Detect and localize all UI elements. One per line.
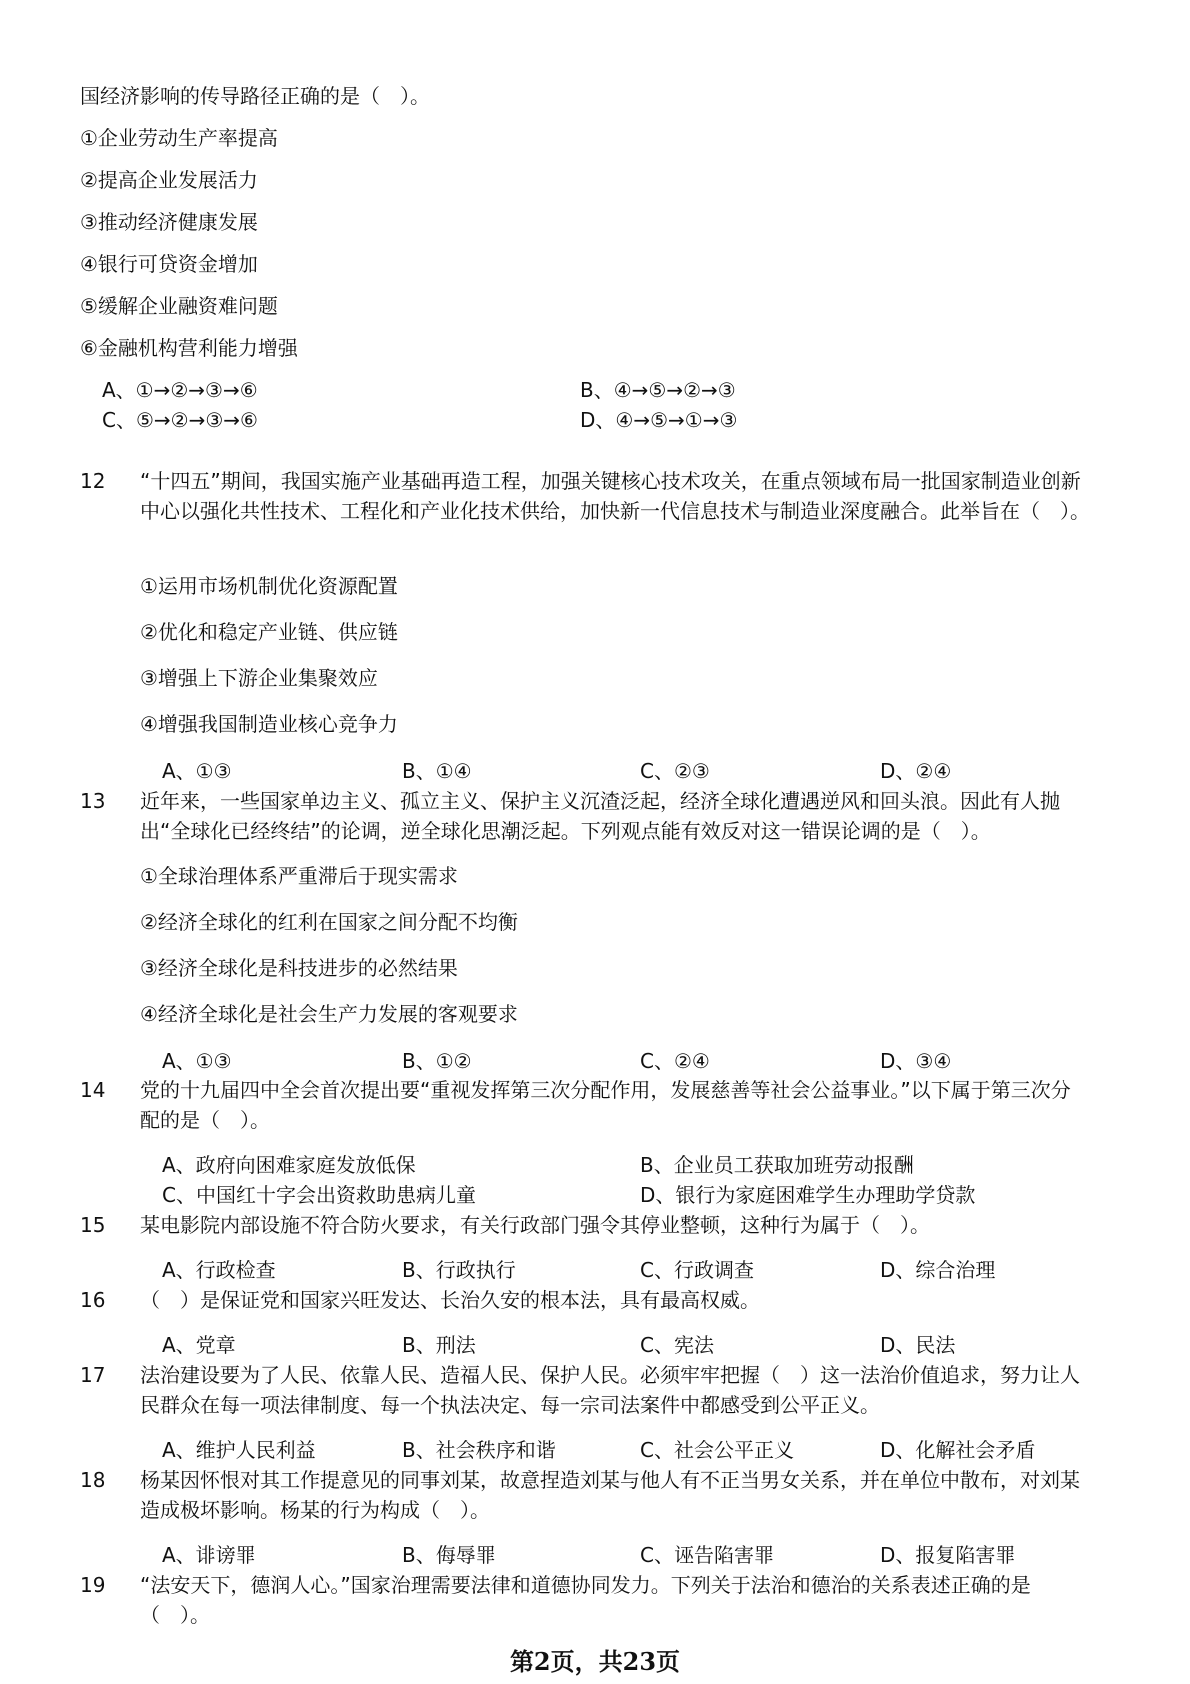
- q11-tail-text: 国经济影响的传导路径正确的是（ ）。: [80, 84, 430, 108]
- q12-option-a: A、①③: [162, 759, 232, 783]
- q11-option-d: D、④→⑤→①→③: [580, 408, 738, 432]
- q16-text: （ ）是保证党和国家兴旺发达、长治久安的根本法，具有最高权威。: [140, 1288, 760, 1312]
- q14-number: 14: [80, 1078, 106, 1102]
- q14-option-c: C、中国红十字会出资救助患病儿童: [162, 1183, 476, 1207]
- q17-option-a: A、维护人民利益: [162, 1438, 316, 1462]
- q12-statement-1: ①运用市场机制优化资源配置: [140, 574, 398, 598]
- q16-option-d: D、民法: [880, 1333, 956, 1357]
- q18-option-c: C、诬告陷害罪: [640, 1543, 774, 1567]
- q17-option-d: D、化解社会矛盾: [880, 1438, 1036, 1462]
- q12-statement-2: ②优化和稳定产业链、供应链: [140, 620, 398, 644]
- q15-option-b: B、行政执行: [402, 1258, 516, 1282]
- q13-option-a: A、①③: [162, 1049, 232, 1073]
- page-footer: 第2页，共23页: [509, 1647, 681, 1676]
- q19-number: 19: [80, 1573, 106, 1597]
- q11-statement-2: ②提高企业发展活力: [80, 168, 258, 192]
- q17-number: 17: [80, 1363, 106, 1387]
- q11-option-a: A、①→②→③→⑥: [102, 378, 258, 402]
- q15-text: 某电影院内部设施不符合防火要求，有关行政部门强令其停业整顿，这种行为属于（ ）。: [140, 1213, 930, 1237]
- q18-option-b: B、侮辱罪: [402, 1543, 496, 1567]
- q11-statement-4: ④银行可贷资金增加: [80, 252, 258, 276]
- q12-text: “十四五”期间，我国实施产业基础再造工程，加强关键核心技术攻关，在重点领域布局一批国家制造业创新中心以强化共性技术、工程化和产业化技术供给，加快新一代信息技术与制造业深度融合。此举旨在（ ）。: [140, 469, 1090, 523]
- q11-option-c: C、⑤→②→③→⑥: [102, 408, 258, 432]
- q15-option-d: D、综合治理: [880, 1258, 996, 1282]
- q13-option-c: C、②④: [640, 1049, 710, 1073]
- q18-option-a: A、诽谤罪: [162, 1543, 256, 1567]
- q11-statement-5: ⑤缓解企业融资难问题: [80, 294, 278, 318]
- q12-statement-4: ④增强我国制造业核心竞争力: [140, 712, 398, 736]
- q13-statement-1: ①全球治理体系严重滞后于现实需求: [140, 864, 458, 888]
- q13-text: 近年来，一些国家单边主义、孤立主义、保护主义沉渣泛起，经济全球化遭遇逆风和回头浪。因此有人抛出“全球化已经终结”的论调，逆全球化思潮泛起。下列观点能有效反对这一错误论调的是（ ）。: [140, 789, 1060, 843]
- q14-option-d: D、银行为家庭困难学生办理助学贷款: [640, 1183, 976, 1207]
- q13-option-b: B、①②: [402, 1049, 472, 1073]
- q18-number: 18: [80, 1468, 106, 1492]
- q17-text: 法治建设要为了人民、依靠人民、造福人民、保护人民。必须牢牢把握（ ）这一法治价值追求，努力让人民群众在每一项法律制度、每一个执法决定、每一宗司法案件中都感受到公平正义。: [140, 1363, 1080, 1417]
- q12-number: 12: [80, 469, 106, 493]
- q16-number: 16: [80, 1288, 106, 1312]
- q16-option-c: C、宪法: [640, 1333, 714, 1357]
- q15-number: 15: [80, 1213, 106, 1237]
- q13-statement-3: ③经济全球化是科技进步的必然结果: [140, 956, 458, 980]
- q15-option-a: A、行政检查: [162, 1258, 276, 1282]
- q12-option-d: D、②④: [880, 759, 952, 783]
- q11-option-b: B、④→⑤→②→③: [580, 378, 736, 402]
- q15-option-c: C、行政调查: [640, 1258, 754, 1282]
- q17-option-b: B、社会秩序和谐: [402, 1438, 556, 1462]
- q18-text: 杨某因怀恨对其工作提意见的同事刘某，故意捏造刘某与他人有不正当男女关系，并在单位中散布，对刘某造成极坏影响。杨某的行为构成（ ）。: [140, 1468, 1080, 1522]
- q18-option-d: D、报复陷害罪: [880, 1543, 1016, 1567]
- q13-number: 13: [80, 789, 106, 813]
- q17-option-c: C、社会公平正义: [640, 1438, 794, 1462]
- q11-statement-6: ⑥金融机构营利能力增强: [80, 336, 298, 360]
- q13-statement-4: ④经济全球化是社会生产力发展的客观要求: [140, 1002, 518, 1026]
- q19-text: “法安天下，德润人心。”国家治理需要法律和道德协同发力。下列关于法治和德治的关系表述正确的是（ ）。: [140, 1573, 1031, 1627]
- q11-statement-1: ①企业劳动生产率提高: [80, 126, 278, 150]
- q13-statement-2: ②经济全球化的红利在国家之间分配不均衡: [140, 910, 518, 934]
- q12-statement-3: ③增强上下游企业集聚效应: [140, 666, 378, 690]
- q16-option-a: A、党章: [162, 1333, 236, 1357]
- q16-option-b: B、刑法: [402, 1333, 476, 1357]
- q13-option-d: D、③④: [880, 1049, 952, 1073]
- q11-statement-3: ③推动经济健康发展: [80, 210, 258, 234]
- q12-option-b: B、①④: [402, 759, 472, 783]
- q14-option-b: B、企业员工获取加班劳动报酬: [640, 1153, 914, 1177]
- q12-option-c: C、②③: [640, 759, 710, 783]
- q14-text: 党的十九届四中全会首次提出要“重视发挥第三次分配作用，发展慈善等社会公益事业。”以下属于第三次分配的是（ ）。: [140, 1078, 1071, 1132]
- q14-option-a: A、政府向困难家庭发放低保: [162, 1153, 416, 1177]
